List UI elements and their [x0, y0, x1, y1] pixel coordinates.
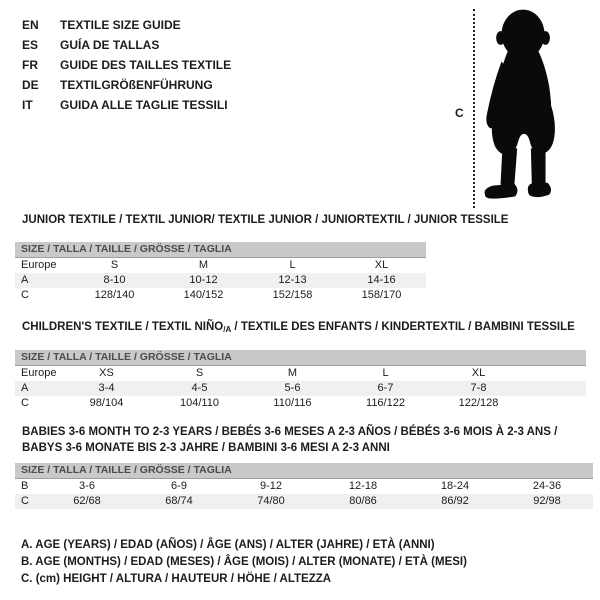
cell: XL: [374, 259, 389, 271]
list-item: [22, 95, 231, 115]
list-item: [22, 75, 231, 95]
cell: 3-6: [79, 480, 95, 492]
cell: 74/80: [257, 495, 285, 507]
junior-textile-section: [15, 213, 509, 303]
cell: 5-6: [284, 382, 301, 394]
table-row: [15, 494, 593, 509]
language-title: GUÍA DE TALLAS: [60, 38, 160, 52]
title-text: / TEXTILE DES ENFANTS / KINDERTEXTIL / BAMBINI TESSILE: [231, 321, 575, 333]
table-row: [15, 273, 426, 288]
cell: 8-10: [103, 274, 126, 286]
cell: 86/92: [441, 495, 469, 507]
language-code: FR: [22, 58, 38, 72]
row-label: Europe: [21, 259, 57, 271]
cell: 62/68: [73, 495, 101, 507]
spacer-cell: [525, 396, 586, 411]
children-textile-section: [15, 320, 586, 411]
cell: 9-12: [259, 480, 283, 492]
row-label: C: [21, 397, 29, 409]
section-title: [15, 424, 593, 456]
babies-textile-section: [15, 424, 593, 509]
row-label: A: [21, 382, 29, 394]
cell: 6-9: [171, 480, 187, 492]
footnote-a: A. AGE (YEARS) / EDAD (AÑOS) / ÂGE (ANS) / ALTER (JAHRE) / ETÀ (ANNI): [21, 539, 435, 551]
cell: 92/98: [533, 495, 561, 507]
babies-size-table: [15, 479, 593, 509]
spacer-cell: [525, 381, 586, 396]
language-code: EN: [22, 18, 39, 32]
junior-size-table: [15, 258, 426, 303]
list-item: [22, 55, 231, 75]
list-item: [22, 15, 231, 35]
section-title: [15, 320, 586, 337]
title-subscript: /A: [223, 325, 232, 334]
cell: M: [287, 367, 298, 379]
table-row: [15, 288, 426, 303]
size-header-bar: SIZE / TALLA / TAILLE / GRÖSSE / TAGLIA: [15, 463, 593, 479]
table-row: [15, 381, 586, 396]
language-title: TEXTILGRÖßENFÜHRUNG: [60, 78, 213, 92]
cell: 7-8: [470, 382, 487, 394]
row-label: B: [21, 480, 29, 492]
language-code: IT: [22, 98, 33, 112]
row-label: A: [21, 274, 29, 286]
cell: 152/158: [272, 289, 313, 301]
language-title: GUIDA ALLE TAGLIE TESSILI: [60, 98, 228, 112]
children-size-table: [15, 366, 586, 411]
row-label: C: [21, 495, 29, 507]
table-row: [15, 479, 593, 494]
cell: 110/116: [273, 397, 312, 409]
cell: 24-36: [532, 480, 562, 492]
cell: 6-7: [377, 382, 394, 394]
cell: L: [382, 367, 389, 379]
language-title-list: [22, 15, 231, 115]
size-header-bar: SIZE / TALLA / TAILLE / GRÖSSE / TAGLIA: [15, 242, 426, 258]
footnote-legend: [21, 537, 467, 588]
row-label: Europe: [21, 367, 57, 379]
cell: L: [289, 259, 296, 271]
cell: 3-4: [98, 382, 115, 394]
cell: XS: [99, 367, 114, 379]
cell: 122/128: [458, 397, 499, 409]
language-code: DE: [22, 78, 39, 92]
language-title: TEXTILE SIZE GUIDE: [60, 18, 181, 32]
spacer-cell: [525, 366, 586, 381]
cell: 140/152: [183, 289, 224, 301]
language-code: ES: [22, 38, 39, 52]
baby-silhouette-icon: [481, 4, 569, 206]
table-row: [15, 366, 586, 381]
cell: 80/86: [349, 495, 377, 507]
cell: 12-13: [278, 274, 307, 286]
cell: S: [110, 259, 119, 271]
title-text: CHILDREN'S TEXTILE / TEXTIL NIÑO: [22, 321, 224, 333]
cell: 4-5: [191, 382, 208, 394]
cell: 14-16: [367, 274, 396, 286]
cell: 116/122: [366, 397, 405, 409]
size-header-bar: SIZE / TALLA / TAILLE / GRÖSSE / TAGLIA: [15, 350, 586, 366]
section-title: JUNIOR TEXTILE / TEXTIL JUNIOR/ TEXTILE JUNIOR / JUNIORTEXTIL / JUNIOR TESSILE: [22, 214, 509, 226]
table-row: [15, 396, 586, 411]
cell: XL: [471, 367, 486, 379]
cell: 98/104: [89, 397, 124, 409]
cell: M: [198, 259, 209, 271]
title-line-2: BABYS 3-6 MONATE BIS 2-3 JAHRE / BAMBINI 3-6 MESI A 2-3 ANNI: [22, 442, 390, 454]
cell: 158/170: [361, 289, 402, 301]
height-measure-label: C: [455, 106, 464, 120]
language-title: GUIDE DES TAILLES TEXTILE: [60, 58, 232, 72]
height-measure-dotted-line: [473, 9, 475, 208]
cell: 18-24: [440, 480, 470, 492]
cell: 104/110: [180, 397, 219, 409]
footnote-c: C. (cm) HEIGHT / ALTURA / HAUTEUR / HÖHE / ALTEZZA: [21, 573, 332, 585]
cell: 12-18: [348, 480, 378, 492]
cell: 128/140: [94, 289, 135, 301]
cell: 10-12: [189, 274, 218, 286]
list-item: [22, 35, 231, 55]
title-line-1: BABIES 3-6 MONTH TO 2-3 YEARS / BEBÉS 3-6 MESES A 2-3 AÑOS / BÉBÉS 3-6 MOIS À 2-3 ANS /: [22, 426, 558, 438]
row-label: C: [21, 289, 29, 301]
cell: 68/74: [165, 495, 193, 507]
footnote-b: B. AGE (MONTHS) / EDAD (MESES) / ÂGE (MOIS) / ALTER (MONATE) / ETÀ (MESI): [21, 556, 467, 568]
cell: S: [195, 367, 204, 379]
table-row: [15, 258, 426, 273]
